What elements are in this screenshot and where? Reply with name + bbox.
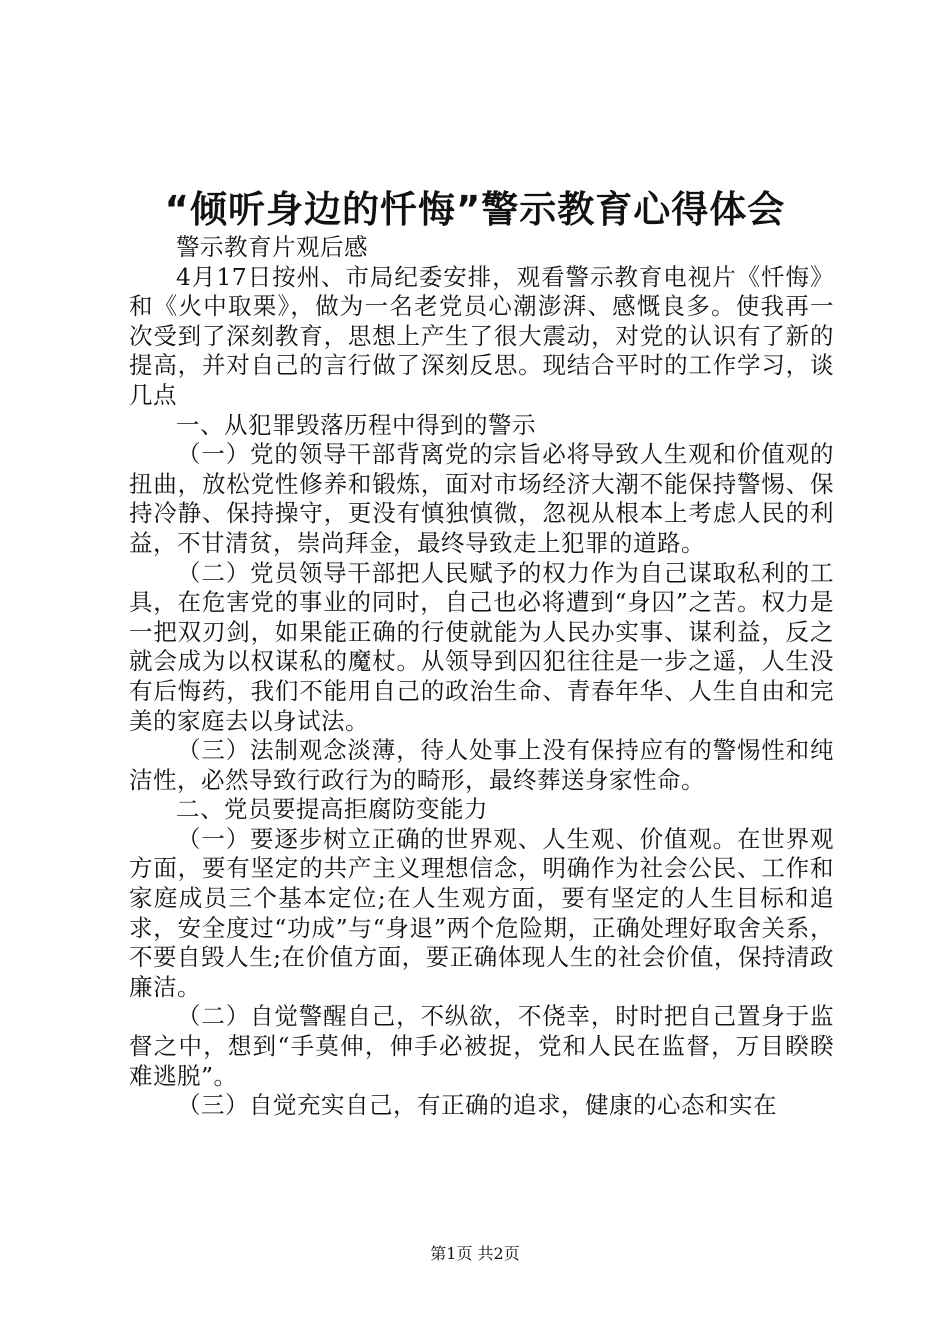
paragraph-1-3: （三）法制观念淡薄，待人处事上没有保持应有的警惕性和纯洁性，必然导致行政行为的畸形，最终葬送身家性命。 xyxy=(129,736,834,794)
paragraph-2-3: （三）自觉充实自己，有正确的追求，健康的心态和实在 xyxy=(177,1091,777,1120)
paragraph-subtitle: 警示教育片观后感 xyxy=(176,233,368,261)
paragraph-2-1: （一）要逐步树立正确的世界观、人生观、价值观。在世界观方面，要有坚定的共产主义理想信念，明确作为社会公民、工作和家庭成员三个基本定位;在人生观方面，要有坚定的人生目标和追求，安全度过“功成”与“身退”两个危险期，正确处理好取舍关系，不要自毁人生;在价值方面，要正确体现人生的社会价值，保持清政廉洁。 xyxy=(129,824,834,1001)
section-heading-2: 二、党员要提高拒腐防变能力 xyxy=(176,795,488,824)
paragraph-1-2: （二）党员领导干部把人民赋予的权力作为自己谋取私利的工具，在危害党的事业的同时，自己也必将遭到“身囚”之苦。权力是一把双刃剑，如果能正确的行使就能为人民办实事、谋利益，反之就会成为以权谋私的魔杖。从领导到囚犯往往是一步之遥，人生没有后悔药，我们不能用自己的政治生命、青春年华、人生自由和完美的家庭去以身试法。 xyxy=(129,558,834,735)
paragraph-1-1: （一）党的领导干部背离党的宗旨必将导致人生观和价值观的扭曲，放松党性修养和锻炼，面对市场经济大潮不能保持警惕、保持冷静、保持操守，更没有慎独慎微，忽视从根本上考虑人民的利益，不甘清贫，崇尚拜金，最终导致走上犯罪的道路。 xyxy=(129,440,834,557)
paragraph-2-2: （二）自觉警醒自己，不纵欲，不侥幸，时时把自己置身于监督之中，想到“手莫伸，伸手必被捉，党和人民在监督，万目睽睽难逃脱”。 xyxy=(129,1002,834,1090)
paragraph-intro: 4月17日按州、市局纪委安排，观看警示教育电视片《忏悔》和《火中取栗》，做为一名老党员心潮澎湃、感慨良多。使我再一次受到了深刻教育，思想上产生了很大震动，对党的认识有了新的提高，并对自己的言行做了深刻反思。现结合平时的工作学习，谈几点 xyxy=(129,262,834,409)
page-number: 第1页 共2页 xyxy=(430,1244,520,1263)
document-title: “倾听身边的忏悔”警示教育心得体会 xyxy=(164,188,786,231)
section-heading-1: 一、从犯罪毁落历程中得到的警示 xyxy=(176,410,536,439)
document-body xyxy=(129,233,834,1121)
